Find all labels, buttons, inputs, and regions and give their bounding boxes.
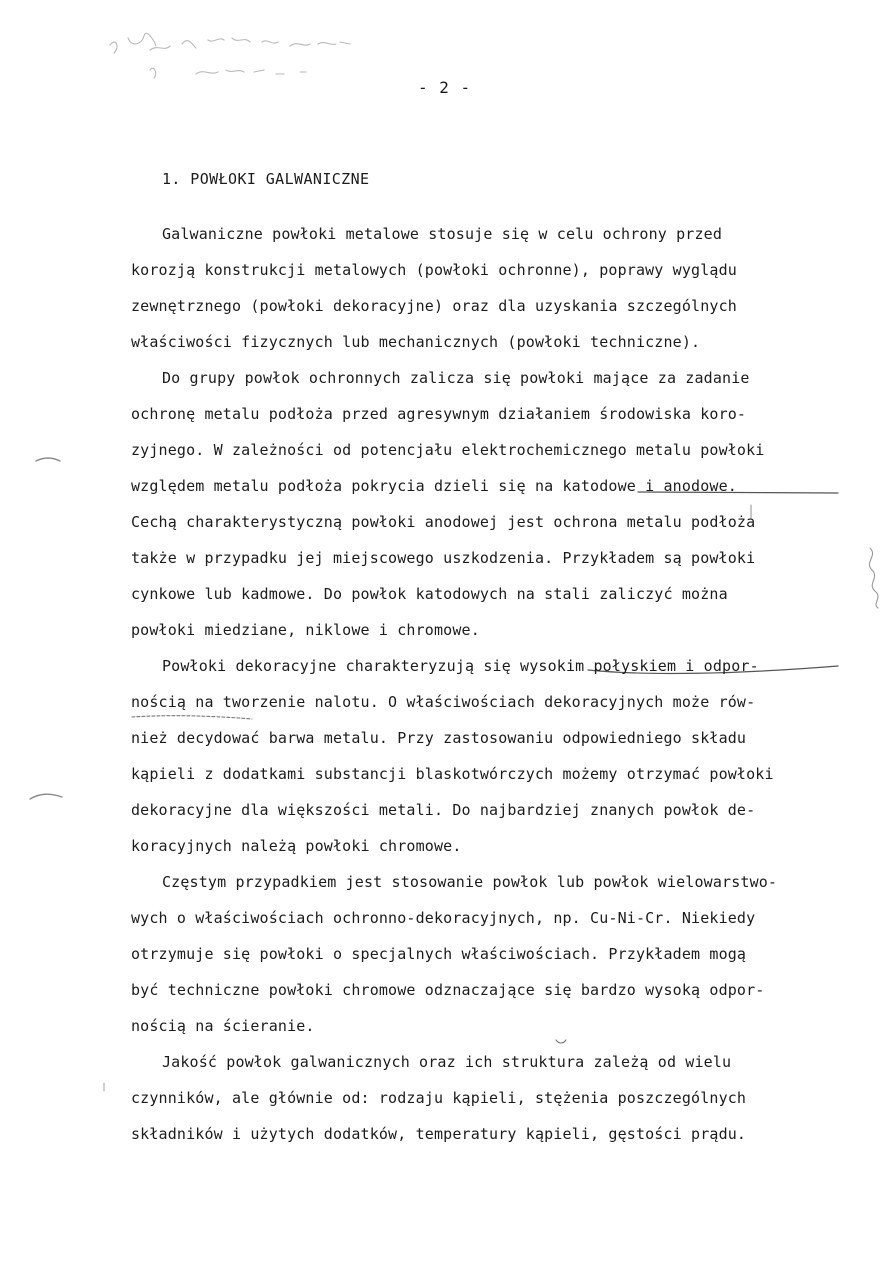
text-line: wych o właściwościach ochronno-dekoracyjnych, np. Cu-Ni-Cr. Niekiedy <box>131 909 756 927</box>
text-line: być techniczne powłoki chromowe odznaczające się bardzo wysoką odpor- <box>131 981 765 999</box>
text-line: koracyjnych należą powłoki chromowe. <box>131 837 462 855</box>
text-line: korozją konstrukcji metalowych (powłoki ochronne), poprawy wyglądu <box>131 261 737 279</box>
text-line: nością na ścieranie. <box>131 1017 315 1035</box>
text-line: właściwości fizycznych lub mechanicznych (powłoki techniczne). <box>131 333 701 351</box>
text-line: ochronę metalu podłoża przed agresywnym działaniem środowiska koro- <box>131 405 747 423</box>
text-line: zewnętrznego (powłoki dekoracyjne) oraz dla uzyskania szczególnych <box>131 297 737 315</box>
section-heading: 1. POWŁOKI GALWANICZNE <box>162 170 370 188</box>
text-line: nością na tworzenie nalotu. O właściwościach dekoracyjnych może rów- <box>131 693 756 711</box>
text-line: Częstym przypadkiem jest stosowanie powłok lub powłok wielowarstwo- <box>162 873 778 891</box>
text-line: kąpieli z dodatkami substancji blaskotwórczych możemy otrzymać powłoki <box>131 765 774 783</box>
text-line: powłoki miedziane, niklowe i chromowe. <box>131 621 480 639</box>
text-line: także w przypadku jej miejscowego uszkodzenia. Przykładem są powłoki <box>131 549 756 567</box>
text-line: Do grupy powłok ochronnych zalicza się powłoki mające za zadanie <box>162 369 750 387</box>
text-line: Cechą charakterystyczną powłoki anodowej jest ochrona metalu podłoża <box>131 513 756 531</box>
text-line: cynkowe lub kadmowe. Do powłok katodowych na stali zaliczyć można <box>131 585 728 603</box>
text-line: dekoracyjne dla większości metali. Do najbardziej znanych powłok de- <box>131 801 756 819</box>
text-line: Galwaniczne powłoki metalowe stosuje się w celu ochrony przed <box>162 225 723 243</box>
page-number: - 2 - <box>418 78 472 97</box>
text-line: czynników, ale głównie od: rodzaju kąpieli, stężenia poszczególnych <box>131 1089 747 1107</box>
text-line: otrzymuje się powłoki o specjalnych właściwościach. Przykładem mogą <box>131 945 747 963</box>
text-line: nież decydować barwa metalu. Przy zastosowaniu odpowiedniego składu <box>131 729 747 747</box>
text-line: względem metalu podłoża pokrycia dzieli się na katodowe i anodowe. <box>131 477 737 495</box>
text-line: zyjnego. W zależności od potencjału elektrochemicznego metalu powłoki <box>131 441 765 459</box>
text-line: Jakość powłok galwanicznych oraz ich struktura zależą od wielu <box>162 1053 732 1071</box>
text-line: Powłoki dekoracyjne charakteryzują się wysokim połyskiem i odpor- <box>162 657 759 675</box>
text-line: składników i użytych dodatków, temperatury kąpieli, gęstości prądu. <box>131 1125 747 1143</box>
